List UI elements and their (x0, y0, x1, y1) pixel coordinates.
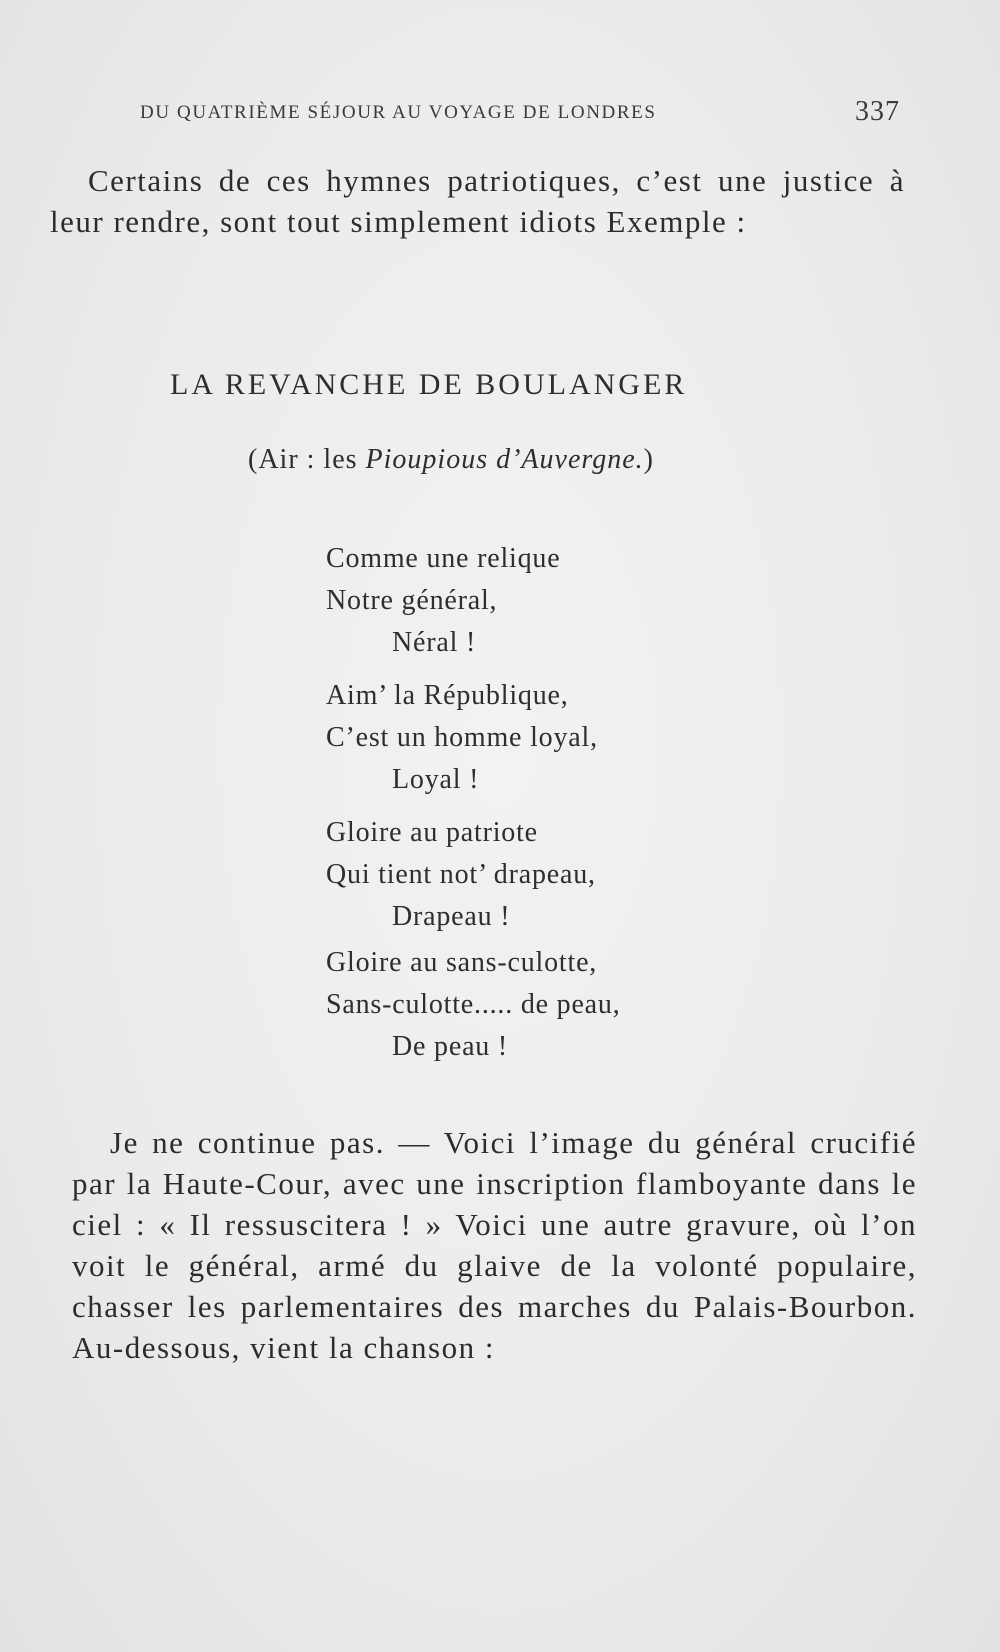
closing-text: Je ne continue pas. — Voici l’image du général crucifié par la Haute-Cour, avec une inscription flamboyante dans le ciel : « Il ressuscitera ! » Voici une autre gravure, où l’on voit le général, armé du glaive de la volonté populaire, chasser les parlementaires des marches du Palais-Bourbon. Au-dessous, vient la chanson : (72, 1125, 917, 1365)
verse-line: C’est un homme loyal, (326, 722, 598, 753)
air-indication (248, 444, 654, 476)
verse-line: Comme une relique (326, 543, 561, 574)
verse-refrain: Néral ! (392, 627, 477, 658)
verse-line: Gloire au sans-culotte, (326, 947, 598, 978)
verse-refrain: De peau ! (392, 1031, 509, 1062)
air-tune: Pioupious d’Auvergne. (365, 444, 644, 475)
verse-line: Qui tient not’ drapeau, (326, 859, 596, 890)
verse-line: Aim’ la République, (326, 680, 569, 711)
closing-paragraph (72, 1122, 917, 1368)
stanza-2 (326, 675, 746, 801)
air-suffix: ) (643, 444, 654, 475)
stanza-1 (326, 538, 746, 664)
page-number: 337 (855, 96, 900, 127)
verse-line: Sans-culotte..... de peau, (326, 989, 621, 1020)
stanza-3 (326, 812, 746, 938)
verse-line: Gloire au patriote (326, 817, 538, 848)
verse-refrain: Drapeau ! (392, 901, 511, 932)
song-title: LA REVANCHE DE BOULANGER (170, 368, 688, 401)
verse-refrain: Loyal ! (392, 764, 480, 795)
verse-line: Notre général, (326, 585, 498, 616)
intro-text: Certains de ces hymnes patriotiques, c’est une justice à leur rendre, sont tout simplement idiots Exemple : (50, 163, 905, 239)
running-title: DU QUATRIÈME SÉJOUR AU VOYAGE DE LONDRES (140, 102, 657, 123)
intro-paragraph (50, 160, 905, 242)
air-prefix: (Air : les (248, 444, 366, 475)
stanza-4 (326, 942, 746, 1068)
